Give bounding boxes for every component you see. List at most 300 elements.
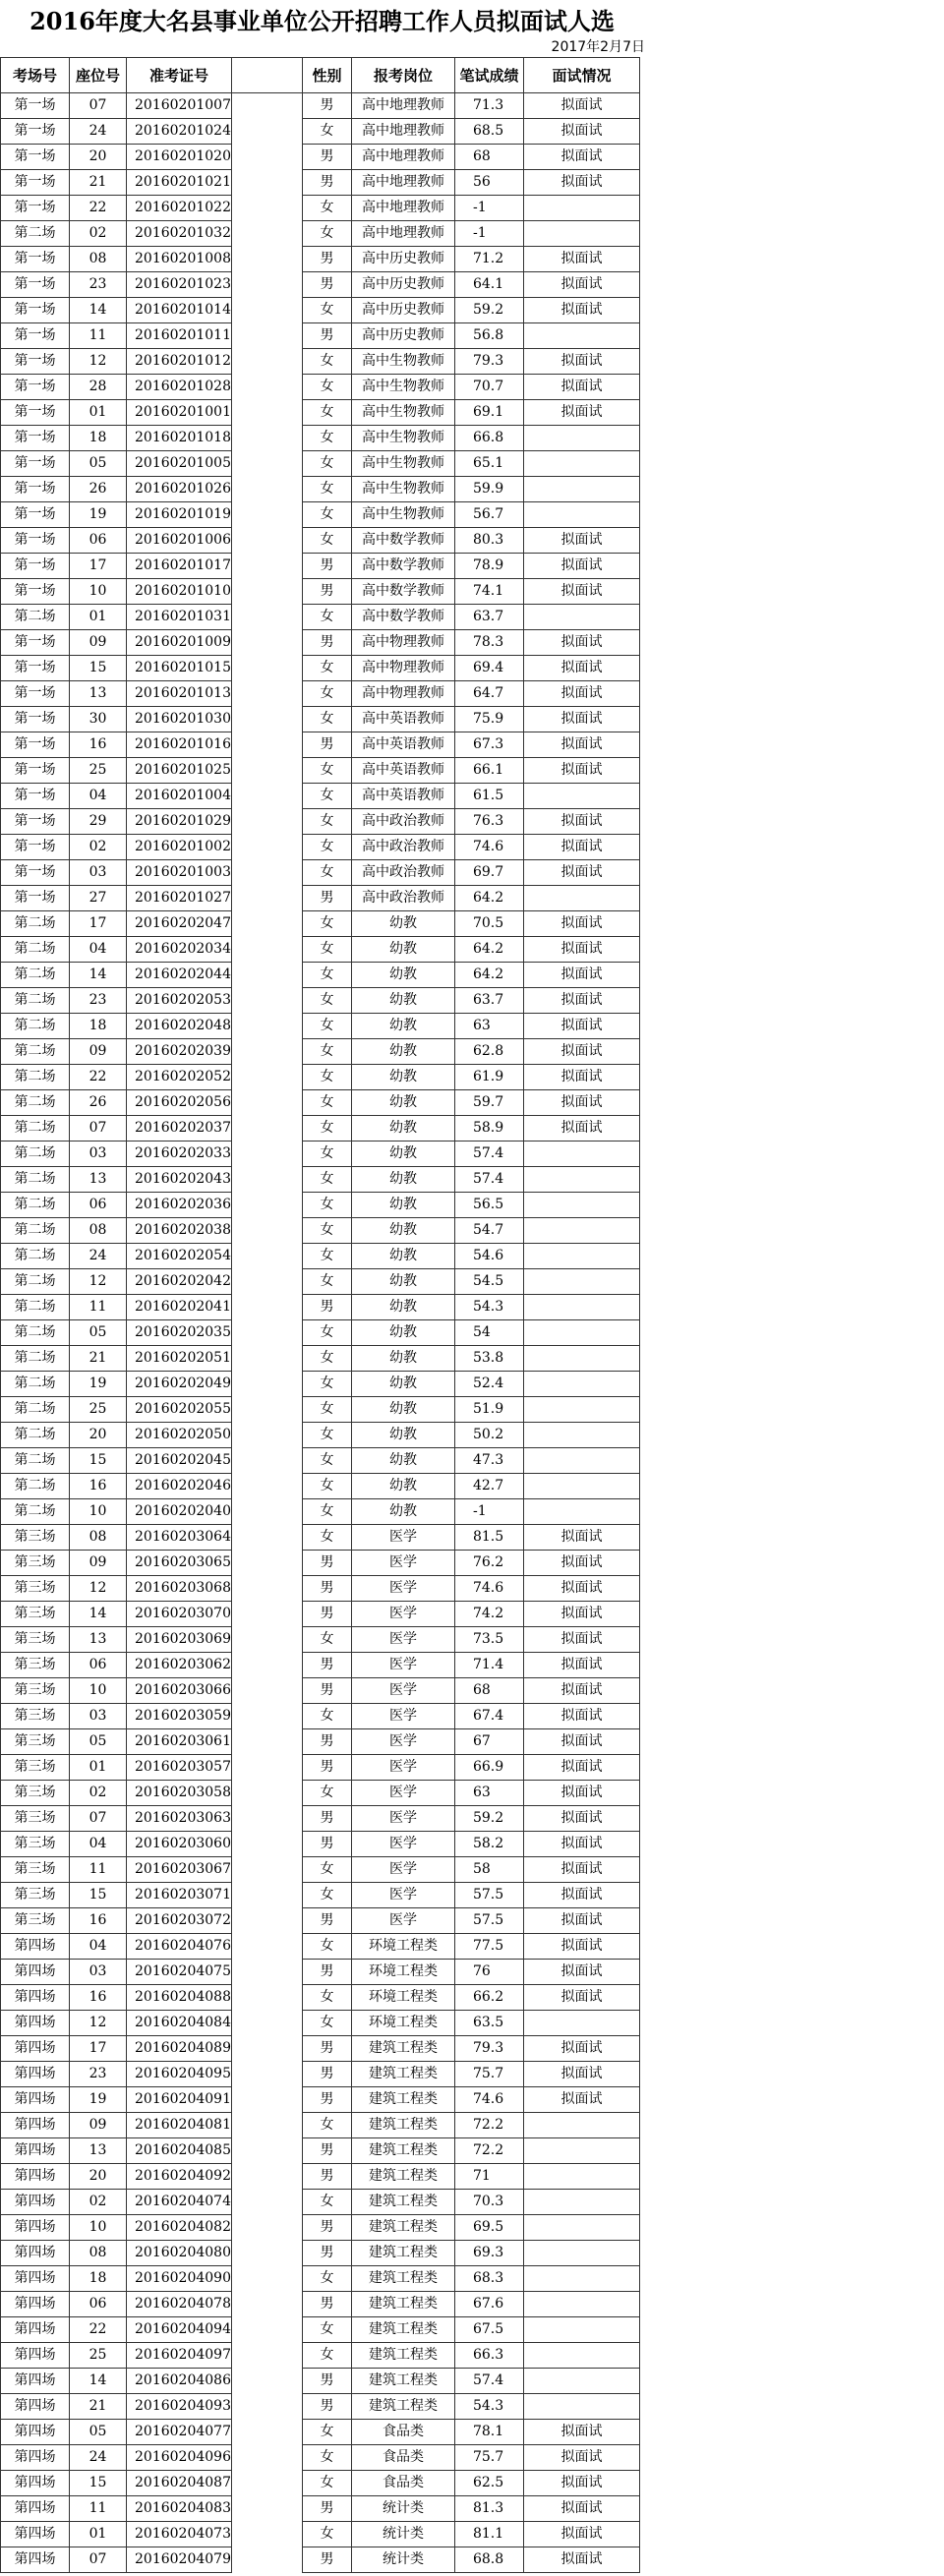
cell-interview-status: 拟面试	[523, 2036, 639, 2062]
cell-seat-number: 05	[70, 2420, 127, 2445]
cell-seat-number: 12	[70, 2011, 127, 2036]
cell-gender: 男	[302, 1755, 351, 1781]
cell-position: 高中英语教师	[351, 784, 454, 809]
cell-interview-status: 拟面试	[523, 1857, 639, 1883]
table-row	[1, 2496, 640, 2522]
cell-written-score: 63	[454, 1781, 523, 1806]
cell-blank	[231, 196, 302, 221]
cell-exam-room: 第四场	[1, 2190, 70, 2215]
cell-seat-number: 23	[70, 988, 127, 1014]
cell-written-score: 54	[454, 1320, 523, 1346]
header-blank	[231, 58, 302, 93]
cell-written-score: 64.7	[454, 681, 523, 707]
cell-seat-number: 05	[70, 1320, 127, 1346]
cell-written-score: 80.3	[454, 528, 523, 554]
cell-interview-status	[523, 2241, 639, 2266]
cell-seat-number: 21	[70, 170, 127, 196]
cell-blank	[231, 1806, 302, 1832]
table-row	[1, 1551, 640, 1576]
cell-seat-number: 09	[70, 1551, 127, 1576]
cell-interview-status: 拟面试	[523, 1678, 639, 1704]
cell-exam-room: 第四场	[1, 2266, 70, 2292]
cell-exam-room: 第三场	[1, 1653, 70, 1678]
cell-written-score: 69.1	[454, 400, 523, 426]
header-gender: 性别	[302, 58, 351, 93]
cell-blank	[231, 886, 302, 911]
cell-admission-number: 20160204081	[127, 2113, 232, 2138]
cell-blank	[231, 784, 302, 809]
cell-blank	[231, 221, 302, 247]
table-row	[1, 2420, 640, 2445]
cell-exam-room: 第四场	[1, 1985, 70, 2011]
cell-exam-room: 第三场	[1, 1704, 70, 1729]
cell-gender: 女	[302, 2522, 351, 2547]
cell-position: 医学	[351, 1832, 454, 1857]
cell-blank	[231, 988, 302, 1014]
cell-seat-number: 07	[70, 93, 127, 119]
cell-exam-room: 第四场	[1, 2113, 70, 2138]
cell-gender: 女	[302, 1346, 351, 1372]
table-row	[1, 145, 640, 170]
cell-blank	[231, 528, 302, 554]
cell-gender: 女	[302, 298, 351, 323]
cell-seat-number: 06	[70, 528, 127, 554]
cell-interview-status	[523, 1372, 639, 1397]
cell-blank	[231, 605, 302, 630]
cell-interview-status	[523, 196, 639, 221]
cell-admission-number: 20160204093	[127, 2394, 232, 2420]
cell-admission-number: 20160201008	[127, 247, 232, 272]
table-row	[1, 707, 640, 732]
cell-admission-number: 20160202053	[127, 988, 232, 1014]
cell-written-score: 58	[454, 1857, 523, 1883]
cell-interview-status: 拟面试	[523, 1960, 639, 1985]
cell-gender: 男	[302, 732, 351, 758]
cell-blank	[231, 630, 302, 656]
cell-blank	[231, 1781, 302, 1806]
cell-blank	[231, 400, 302, 426]
cell-blank	[231, 1883, 302, 1908]
cell-blank	[231, 1474, 302, 1499]
cell-position: 幼教	[351, 1423, 454, 1448]
table-row	[1, 2011, 640, 2036]
cell-blank	[231, 1193, 302, 1218]
cell-position: 医学	[351, 1653, 454, 1678]
cell-interview-status: 拟面试	[523, 1781, 639, 1806]
cell-written-score: 72.2	[454, 2138, 523, 2164]
table-row	[1, 170, 640, 196]
table-row	[1, 1167, 640, 1193]
table-row	[1, 1039, 640, 1065]
cell-written-score: 78.1	[454, 2420, 523, 2445]
cell-interview-status	[523, 1193, 639, 1218]
cell-position: 幼教	[351, 1039, 454, 1065]
cell-admission-number: 20160201023	[127, 272, 232, 298]
cell-written-score: 70.7	[454, 375, 523, 400]
cell-exam-room: 第一场	[1, 784, 70, 809]
cell-blank	[231, 1448, 302, 1474]
cell-position: 高中历史教师	[351, 323, 454, 349]
table-row	[1, 349, 640, 375]
table-row	[1, 2190, 640, 2215]
table-row	[1, 2445, 640, 2471]
cell-written-score: 57.4	[454, 1167, 523, 1193]
candidate-table	[0, 57, 640, 2573]
cell-seat-number: 17	[70, 554, 127, 579]
cell-admission-number: 20160202036	[127, 1193, 232, 1218]
cell-admission-number: 20160204083	[127, 2496, 232, 2522]
cell-admission-number: 20160202045	[127, 1448, 232, 1474]
cell-interview-status	[523, 1218, 639, 1244]
cell-position: 食品类	[351, 2420, 454, 2445]
cell-blank	[231, 2445, 302, 2471]
cell-position: 高中生物教师	[351, 400, 454, 426]
cell-seat-number: 08	[70, 2241, 127, 2266]
cell-interview-status	[523, 2215, 639, 2241]
cell-exam-room: 第三场	[1, 1781, 70, 1806]
cell-gender: 女	[302, 963, 351, 988]
cell-interview-status	[523, 1397, 639, 1423]
cell-written-score: 75.7	[454, 2445, 523, 2471]
header-written-score: 笔试成绩	[454, 58, 523, 93]
cell-exam-room: 第四场	[1, 2241, 70, 2266]
cell-blank	[231, 1678, 302, 1704]
cell-interview-status: 拟面试	[523, 707, 639, 732]
cell-interview-status: 拟面试	[523, 1065, 639, 1090]
cell-interview-status	[523, 2190, 639, 2215]
cell-gender: 女	[302, 1116, 351, 1142]
cell-position: 食品类	[351, 2445, 454, 2471]
cell-position: 医学	[351, 1755, 454, 1781]
cell-gender: 男	[302, 2138, 351, 2164]
table-row	[1, 911, 640, 937]
cell-gender: 女	[302, 1269, 351, 1295]
cell-interview-status: 拟面试	[523, 170, 639, 196]
table-row	[1, 298, 640, 323]
table-row	[1, 2241, 640, 2266]
cell-seat-number: 20	[70, 145, 127, 170]
cell-seat-number: 22	[70, 196, 127, 221]
cell-interview-status: 拟面试	[523, 93, 639, 119]
cell-admission-number: 20160204092	[127, 2164, 232, 2190]
cell-blank	[231, 1602, 302, 1627]
cell-admission-number: 20160203060	[127, 1832, 232, 1857]
cell-interview-status	[523, 323, 639, 349]
cell-exam-room: 第一场	[1, 349, 70, 375]
table-row	[1, 2164, 640, 2190]
cell-position: 幼教	[351, 963, 454, 988]
cell-interview-status	[523, 1269, 639, 1295]
cell-gender: 女	[302, 2343, 351, 2369]
cell-seat-number: 01	[70, 2522, 127, 2547]
cell-written-score: 76.2	[454, 1551, 523, 1576]
cell-written-score: 66.1	[454, 758, 523, 784]
cell-seat-number: 06	[70, 2292, 127, 2317]
table-row	[1, 809, 640, 835]
table-row	[1, 1244, 640, 1269]
cell-admission-number: 20160203066	[127, 1678, 232, 1704]
cell-gender: 女	[302, 2266, 351, 2292]
cell-seat-number: 01	[70, 1755, 127, 1781]
cell-blank	[231, 272, 302, 298]
cell-admission-number: 20160204096	[127, 2445, 232, 2471]
cell-exam-room: 第一场	[1, 528, 70, 554]
cell-written-score: 75.9	[454, 707, 523, 732]
cell-blank	[231, 1960, 302, 1985]
cell-admission-number: 20160204080	[127, 2241, 232, 2266]
cell-seat-number: 04	[70, 784, 127, 809]
cell-interview-status	[523, 1244, 639, 1269]
cell-exam-room: 第四场	[1, 2343, 70, 2369]
cell-admission-number: 20160201001	[127, 400, 232, 426]
cell-written-score: 54.6	[454, 1244, 523, 1269]
cell-interview-status: 拟面试	[523, 988, 639, 1014]
table-row	[1, 1116, 640, 1142]
cell-blank	[231, 502, 302, 528]
cell-interview-status	[523, 221, 639, 247]
cell-gender: 女	[302, 1499, 351, 1525]
cell-position: 高中英语教师	[351, 758, 454, 784]
cell-blank	[231, 2011, 302, 2036]
cell-interview-status: 拟面试	[523, 1934, 639, 1960]
cell-blank	[231, 1729, 302, 1755]
cell-admission-number: 20160201025	[127, 758, 232, 784]
cell-exam-room: 第二场	[1, 1269, 70, 1295]
cell-written-score: 71	[454, 2164, 523, 2190]
table-row	[1, 1704, 640, 1729]
cell-admission-number: 20160204095	[127, 2062, 232, 2087]
cell-exam-room: 第三场	[1, 1908, 70, 1934]
cell-blank	[231, 2036, 302, 2062]
cell-written-score: 74.6	[454, 1576, 523, 1602]
cell-seat-number: 01	[70, 400, 127, 426]
cell-blank	[231, 732, 302, 758]
cell-gender: 女	[302, 119, 351, 145]
cell-gender: 女	[302, 1883, 351, 1908]
cell-admission-number: 20160203069	[127, 1627, 232, 1653]
cell-interview-status	[523, 2011, 639, 2036]
cell-position: 幼教	[351, 1346, 454, 1372]
cell-seat-number: 14	[70, 2369, 127, 2394]
cell-seat-number: 15	[70, 2471, 127, 2496]
cell-exam-room: 第二场	[1, 1372, 70, 1397]
cell-blank	[231, 2369, 302, 2394]
cell-written-score: 54.5	[454, 1269, 523, 1295]
cell-interview-status	[523, 2369, 639, 2394]
cell-gender: 男	[302, 2062, 351, 2087]
cell-exam-room: 第三场	[1, 1806, 70, 1832]
cell-seat-number: 10	[70, 579, 127, 605]
cell-blank	[231, 2087, 302, 2113]
table-row	[1, 375, 640, 400]
cell-gender: 女	[302, 1525, 351, 1551]
cell-exam-room: 第一场	[1, 119, 70, 145]
cell-admission-number: 20160201009	[127, 630, 232, 656]
cell-written-score: 62.5	[454, 2471, 523, 2496]
cell-exam-room: 第一场	[1, 758, 70, 784]
cell-written-score: 56.5	[454, 1193, 523, 1218]
cell-seat-number: 20	[70, 1423, 127, 1448]
header-exam-room: 考场号	[1, 58, 70, 93]
cell-interview-status	[523, 1448, 639, 1474]
cell-blank	[231, 1295, 302, 1320]
table-row	[1, 2087, 640, 2113]
cell-exam-room: 第二场	[1, 1346, 70, 1372]
cell-position: 医学	[351, 1806, 454, 1832]
cell-position: 高中地理教师	[351, 221, 454, 247]
cell-exam-room: 第三场	[1, 1755, 70, 1781]
cell-written-score: 69.7	[454, 860, 523, 886]
cell-position: 建筑工程类	[351, 2164, 454, 2190]
cell-seat-number: 03	[70, 1960, 127, 1985]
cell-gender: 男	[302, 886, 351, 911]
cell-written-score: 81.5	[454, 1525, 523, 1551]
cell-exam-room: 第二场	[1, 1090, 70, 1116]
cell-interview-status: 拟面试	[523, 145, 639, 170]
cell-admission-number: 20160204078	[127, 2292, 232, 2317]
cell-blank	[231, 1116, 302, 1142]
cell-admission-number: 20160201027	[127, 886, 232, 911]
cell-gender: 女	[302, 2011, 351, 2036]
cell-position: 建筑工程类	[351, 2062, 454, 2087]
cell-blank	[231, 477, 302, 502]
cell-interview-status: 拟面试	[523, 400, 639, 426]
cell-written-score: 67.4	[454, 1704, 523, 1729]
cell-exam-room: 第二场	[1, 221, 70, 247]
cell-blank	[231, 2113, 302, 2138]
table-row	[1, 1320, 640, 1346]
cell-blank	[231, 1167, 302, 1193]
cell-written-score: 74.6	[454, 2087, 523, 2113]
cell-position: 建筑工程类	[351, 2317, 454, 2343]
cell-position: 建筑工程类	[351, 2087, 454, 2113]
cell-position: 幼教	[351, 1372, 454, 1397]
cell-gender: 男	[302, 630, 351, 656]
cell-position: 统计类	[351, 2496, 454, 2522]
cell-interview-status: 拟面试	[523, 579, 639, 605]
cell-position: 幼教	[351, 1065, 454, 1090]
cell-admission-number: 20160201018	[127, 426, 232, 451]
cell-gender: 女	[302, 1142, 351, 1167]
cell-admission-number: 20160201024	[127, 119, 232, 145]
table-row	[1, 1372, 640, 1397]
cell-exam-room: 第四场	[1, 2062, 70, 2087]
cell-admission-number: 20160204094	[127, 2317, 232, 2343]
cell-written-score: 74.1	[454, 579, 523, 605]
cell-written-score: 71.2	[454, 247, 523, 272]
cell-position: 高中政治教师	[351, 809, 454, 835]
cell-gender: 女	[302, 1372, 351, 1397]
cell-position: 建筑工程类	[351, 2369, 454, 2394]
cell-written-score: 71.4	[454, 1653, 523, 1678]
cell-exam-room: 第四场	[1, 2138, 70, 2164]
cell-admission-number: 20160203063	[127, 1806, 232, 1832]
cell-admission-number: 20160203064	[127, 1525, 232, 1551]
cell-written-score: 68	[454, 145, 523, 170]
cell-interview-status	[523, 2394, 639, 2420]
cell-exam-room: 第二场	[1, 1474, 70, 1499]
cell-interview-status	[523, 2343, 639, 2369]
cell-exam-room: 第三场	[1, 1729, 70, 1755]
cell-blank	[231, 835, 302, 860]
cell-admission-number: 20160201012	[127, 349, 232, 375]
cell-admission-number: 20160203061	[127, 1729, 232, 1755]
cell-exam-room: 第四场	[1, 2394, 70, 2420]
cell-blank	[231, 2394, 302, 2420]
header-seat-number: 座位号	[70, 58, 127, 93]
cell-gender: 女	[302, 1474, 351, 1499]
cell-written-score: 59.2	[454, 1806, 523, 1832]
cell-written-score: 76	[454, 1960, 523, 1985]
cell-gender: 男	[302, 2087, 351, 2113]
cell-admission-number: 20160201019	[127, 502, 232, 528]
cell-interview-status: 拟面试	[523, 554, 639, 579]
table-row	[1, 2369, 640, 2394]
cell-gender: 男	[302, 2496, 351, 2522]
cell-seat-number: 13	[70, 2138, 127, 2164]
cell-blank	[231, 298, 302, 323]
cell-exam-room: 第四场	[1, 2036, 70, 2062]
cell-seat-number: 18	[70, 426, 127, 451]
cell-exam-room: 第三场	[1, 1832, 70, 1857]
table-row	[1, 196, 640, 221]
cell-seat-number: 07	[70, 1806, 127, 1832]
cell-written-score: 75.7	[454, 2062, 523, 2087]
cell-blank	[231, 1499, 302, 1525]
cell-interview-status: 拟面试	[523, 247, 639, 272]
table-row	[1, 1857, 640, 1883]
cell-interview-status: 拟面试	[523, 656, 639, 681]
cell-admission-number: 20160204082	[127, 2215, 232, 2241]
cell-gender: 男	[302, 2394, 351, 2420]
cell-admission-number: 20160201026	[127, 477, 232, 502]
table-row	[1, 2317, 640, 2343]
cell-written-score: 52.4	[454, 1372, 523, 1397]
cell-seat-number: 24	[70, 2445, 127, 2471]
cell-written-score: 70.3	[454, 2190, 523, 2215]
cell-exam-room: 第四场	[1, 1934, 70, 1960]
cell-gender: 女	[302, 605, 351, 630]
cell-gender: 男	[302, 1729, 351, 1755]
cell-blank	[231, 1985, 302, 2011]
cell-position: 医学	[351, 1551, 454, 1576]
cell-written-score: 63.5	[454, 2011, 523, 2036]
cell-gender: 女	[302, 1985, 351, 2011]
cell-seat-number: 09	[70, 1039, 127, 1065]
cell-position: 幼教	[351, 1269, 454, 1295]
cell-gender: 女	[302, 1193, 351, 1218]
cell-seat-number: 27	[70, 886, 127, 911]
cell-admission-number: 20160203058	[127, 1781, 232, 1806]
cell-blank	[231, 860, 302, 886]
cell-admission-number: 20160204090	[127, 2266, 232, 2292]
cell-admission-number: 20160203062	[127, 1653, 232, 1678]
document-title: 2016年度大名县事业单位公开招聘工作人员拟面试人选	[30, 7, 615, 35]
table-row	[1, 2394, 640, 2420]
cell-seat-number: 25	[70, 2343, 127, 2369]
cell-written-score: 61.9	[454, 1065, 523, 1090]
cell-written-score: 71.3	[454, 93, 523, 119]
cell-gender: 女	[302, 528, 351, 554]
cell-seat-number: 09	[70, 2113, 127, 2138]
table-row	[1, 1627, 640, 1653]
cell-seat-number: 02	[70, 221, 127, 247]
cell-seat-number: 24	[70, 1244, 127, 1269]
cell-interview-status: 拟面试	[523, 860, 639, 886]
cell-interview-status: 拟面试	[523, 732, 639, 758]
cell-blank	[231, 1423, 302, 1448]
table-row	[1, 1499, 640, 1525]
